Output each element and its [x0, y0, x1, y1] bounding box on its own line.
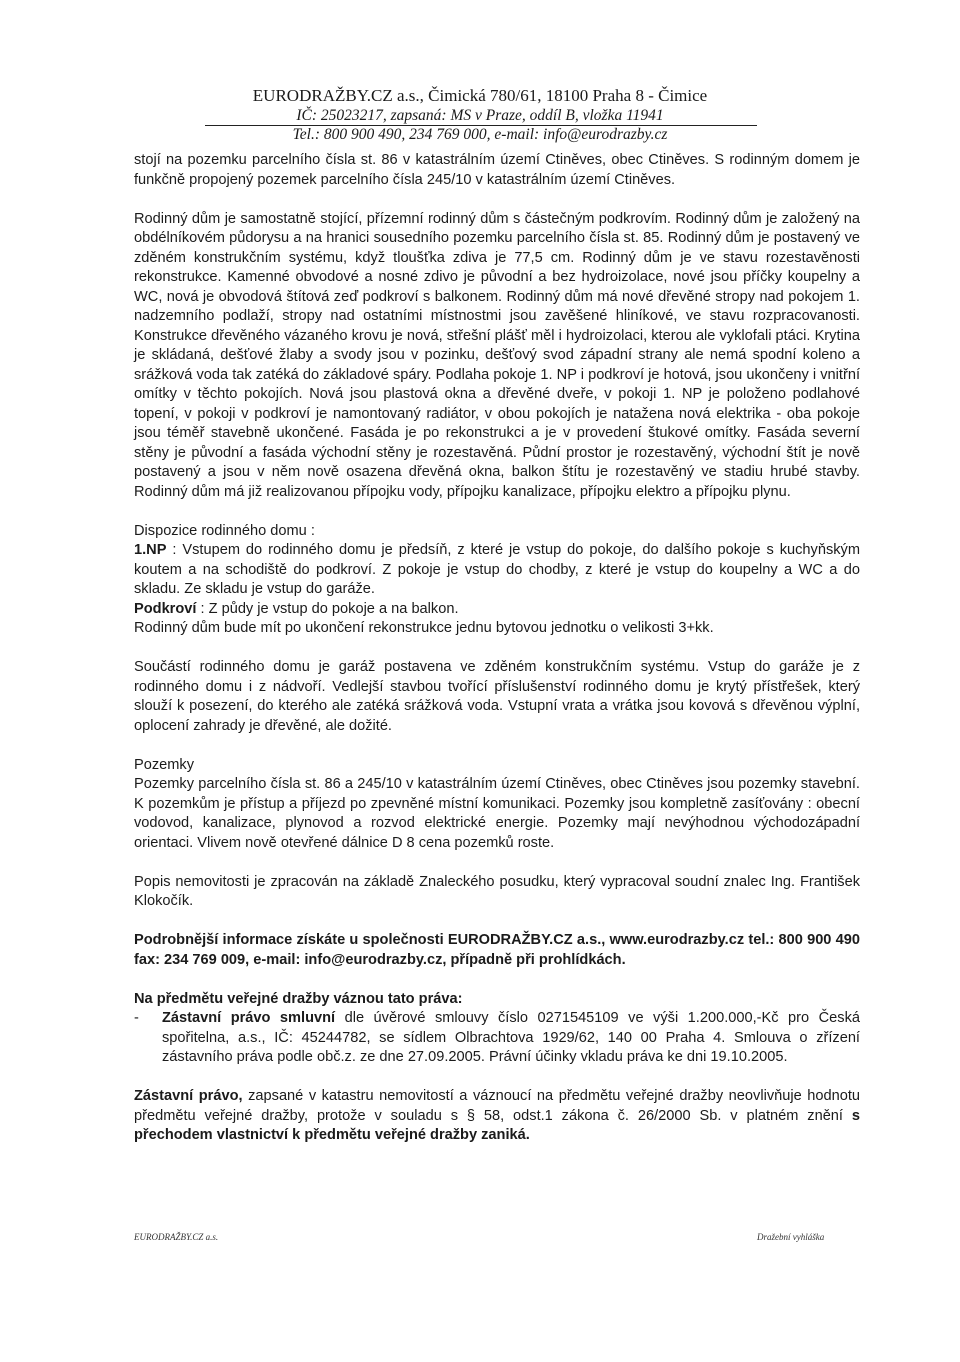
- paragraph-garage: Součástí rodinného domu je garáž postavena ve zděném konstrukčním systému. Vstup do garáže je z rodinného domu i z nádvoří. Vedlejší stavbou tvořící příslušenství rodinného domu je krytý přístřešek, který slouží k posezení, do kterého ale zatéká srážková voda. Vstupní vrata a vrátka jsou kovová s dřevěnou výplní, oplocení zahrady je dřevěné, ale dožité.: [134, 659, 860, 734]
- paragraph-contact-info: Podrobnější informace získáte u společnosti EURODRAŽBY.CZ a.s., www.eurodrazby.cz tel.: 800 900 490 fax: 234 769 009, e-mail: info@eurodrazby.cz, případně při prohlídkách.: [134, 932, 860, 968]
- paragraph-attic: [134, 600, 860, 620]
- rights-heading: Na předmětu veřejné dražby váznou tato práva:: [134, 990, 463, 1007]
- ground-floor-text: : Vstupem do rodinného domu je předsíň, z které je vstup do pokoje, do dalšího pokoje s kuchyňským koutem a na schodiště do podkroví. Z pokoje je vstup do chodby, z které je vstup do koupelny a WC a do skladu. Ze skladu je vstup do garáže.: [134, 542, 860, 597]
- paragraph-ground-floor: [134, 541, 860, 600]
- ground-floor-label: 1.NP: [134, 542, 167, 558]
- paragraph-source: Popis nemovitosti je zpracován na základě Znaleckého posudku, který vypracoval soudní znalec Ing. František Klokočík.: [134, 873, 860, 909]
- right-title: Zástavní právo smluvní: [162, 1010, 336, 1026]
- paragraph-unit-size: Rodinný dům bude mít po ukončení rekonstrukce jednu bytovou jednotku o velikosti 3+kk.: [134, 620, 714, 636]
- paragraph-land: Pozemky parcelního čísla st. 86 a 245/10 v katastrálním území Ctiněves, obec Ctiněves jsou pozemky stavební. K pozemkům je přístup a příjezd po zpevněné místní komunikaci. Pozemky jsou kompletně zasíťovány : obecní vodovod, kanalizace, plynovod a rozvod elektrické energie. Pozemky mají nevýhodnou východozápadní orientaci. Vlivem nově otevřené dálnice D 8 cena pozemků roste.: [134, 776, 860, 851]
- company-contact: Tel.: 800 900 490, 234 769 000, e-mail: info@eurodrazby.cz: [292, 126, 668, 143]
- land-heading: Pozemky: [134, 756, 195, 773]
- header-rule: [205, 125, 757, 126]
- paragraph-location: stojí na pozemku parcelního čísla st. 86 v katastrálním území Ctiněves, obec Ctiněves. S rodinným domem je funkčně propojený pozemek parcelního čísla 245/10 v katastrálním území Ctiněves.: [134, 152, 860, 188]
- company-registration: IČ: 25023217, zapsaná: MS v Praze, oddíl B, vložka 11941: [296, 107, 664, 124]
- footer-company: EURODRAŽBY.CZ a.s.: [134, 1232, 219, 1242]
- lien-text: zapsané v katastru nemovitostí a váznoucí na předmětu veřejné dražby neovlivňuje hodnotu předmětu veřejné dražby, protože v souladu s § 58, odst.1 zákona č. 26/2000 Sb. v platném znění: [134, 1088, 861, 1124]
- company-address: EURODRAŽBY.CZ a.s., Čimická 780/61, 18100 Praha 8 - Čimice: [252, 86, 708, 105]
- paragraph-lien: [134, 1087, 860, 1146]
- attic-label: Podkroví: [134, 600, 197, 617]
- rights-list-item: [134, 1009, 860, 1068]
- list-dash: -: [134, 1010, 139, 1026]
- letterhead: [180, 86, 780, 144]
- right-text: dle úvěrové smlouvy číslo 0271545109 ve výši 1.200.000,-Kč pro Česká spořitelna, a.s., IČ: 45244782, se sídlem Olbrachtova 1929/62, 140 00 Praha 4. Smlouva o zřízení zástavního práva podle obč.z. ze dne 27.09.2005. Právní účinky vkladu práva ke dni 19.10.2005.: [162, 1010, 860, 1065]
- paragraph-house-description: Rodinný dům je samostatně stojící, přízemní rodinný dům s částečným podkrovím. Rodinný dům je založený na obdélníkovém půdorysu a na hranici sousedního pozemku parcelního čísla st. 85. Rodinný dům je postavený ve zděném konstrukčním systému, když tloušťka zdiva je 77,5 cm. Rodinný dům je ve stavu rozestavěnosti rekonstrukce. Kamenné obvodové a nosné zdivo je původní a bez hydroizolace, nové jsou příčky koupelny a WC, nová je obvodová štítová zeď podkroví s balkonem. Rodinný dům má nové dřevěné stropy nad pokojem 1. nadzemního podlaží, stropy nad ostatními místnostmi jsou zavěšené hliníkové, ve stavu rozpracovanosti. Konstrukce dřevěného vázaného krovu je nová, střešní plášť měl i hydroizolaci, kterou ale vyklofali ptáci. Krytina je skládaná, dešťové žlaby a svody jsou v pozinku, dešťový svod západní strany ale nemá spodní koleno a srážková voda tak zatéká do základové spáry. Podlaha pokoje 1. NP i podkroví je hotová, jsou ukončeny i vnitřní omítky v těchto pokojích. Nová jsou plastová okna a dřevěné dveře, v pokoji 1. NP je položeno podlahové topení, v pokoji v podkroví je namontovaný radiátor, v obou pokojích je natažena nová elektrika - oba pokoje jsou téměř stavebně ukončené. Fasáda je po rekonstrukci a je v provedení štukové omítky. Fasáda severní stěny je původní a fasáda východní stěny je rozestavěná. Půdní prostor je rozestavěný, východní štít je nově postavený a jsou v něm nově osazena dřevěná okna, balkon štítu je rozestavěný ve stadiu hrubé stavby. Rodinný dům má již realizovanou přípojku vody, přípojku kanalizace, přípojku elektro a přípojku plynu.: [134, 210, 860, 500]
- disposition-heading: Dispozice rodinného domu :: [134, 522, 315, 539]
- attic-text: : Z půdy je vstup do pokoje a na balkon.: [196, 600, 459, 617]
- document-body: [134, 151, 860, 1146]
- footer-document-type: Dražební vyhláška: [757, 1232, 825, 1242]
- lien-title: Zástavní právo,: [134, 1088, 243, 1104]
- lien-conclusion: s přechodem vlastnictví k předmětu veřejné dražby zaniká.: [134, 1107, 860, 1143]
